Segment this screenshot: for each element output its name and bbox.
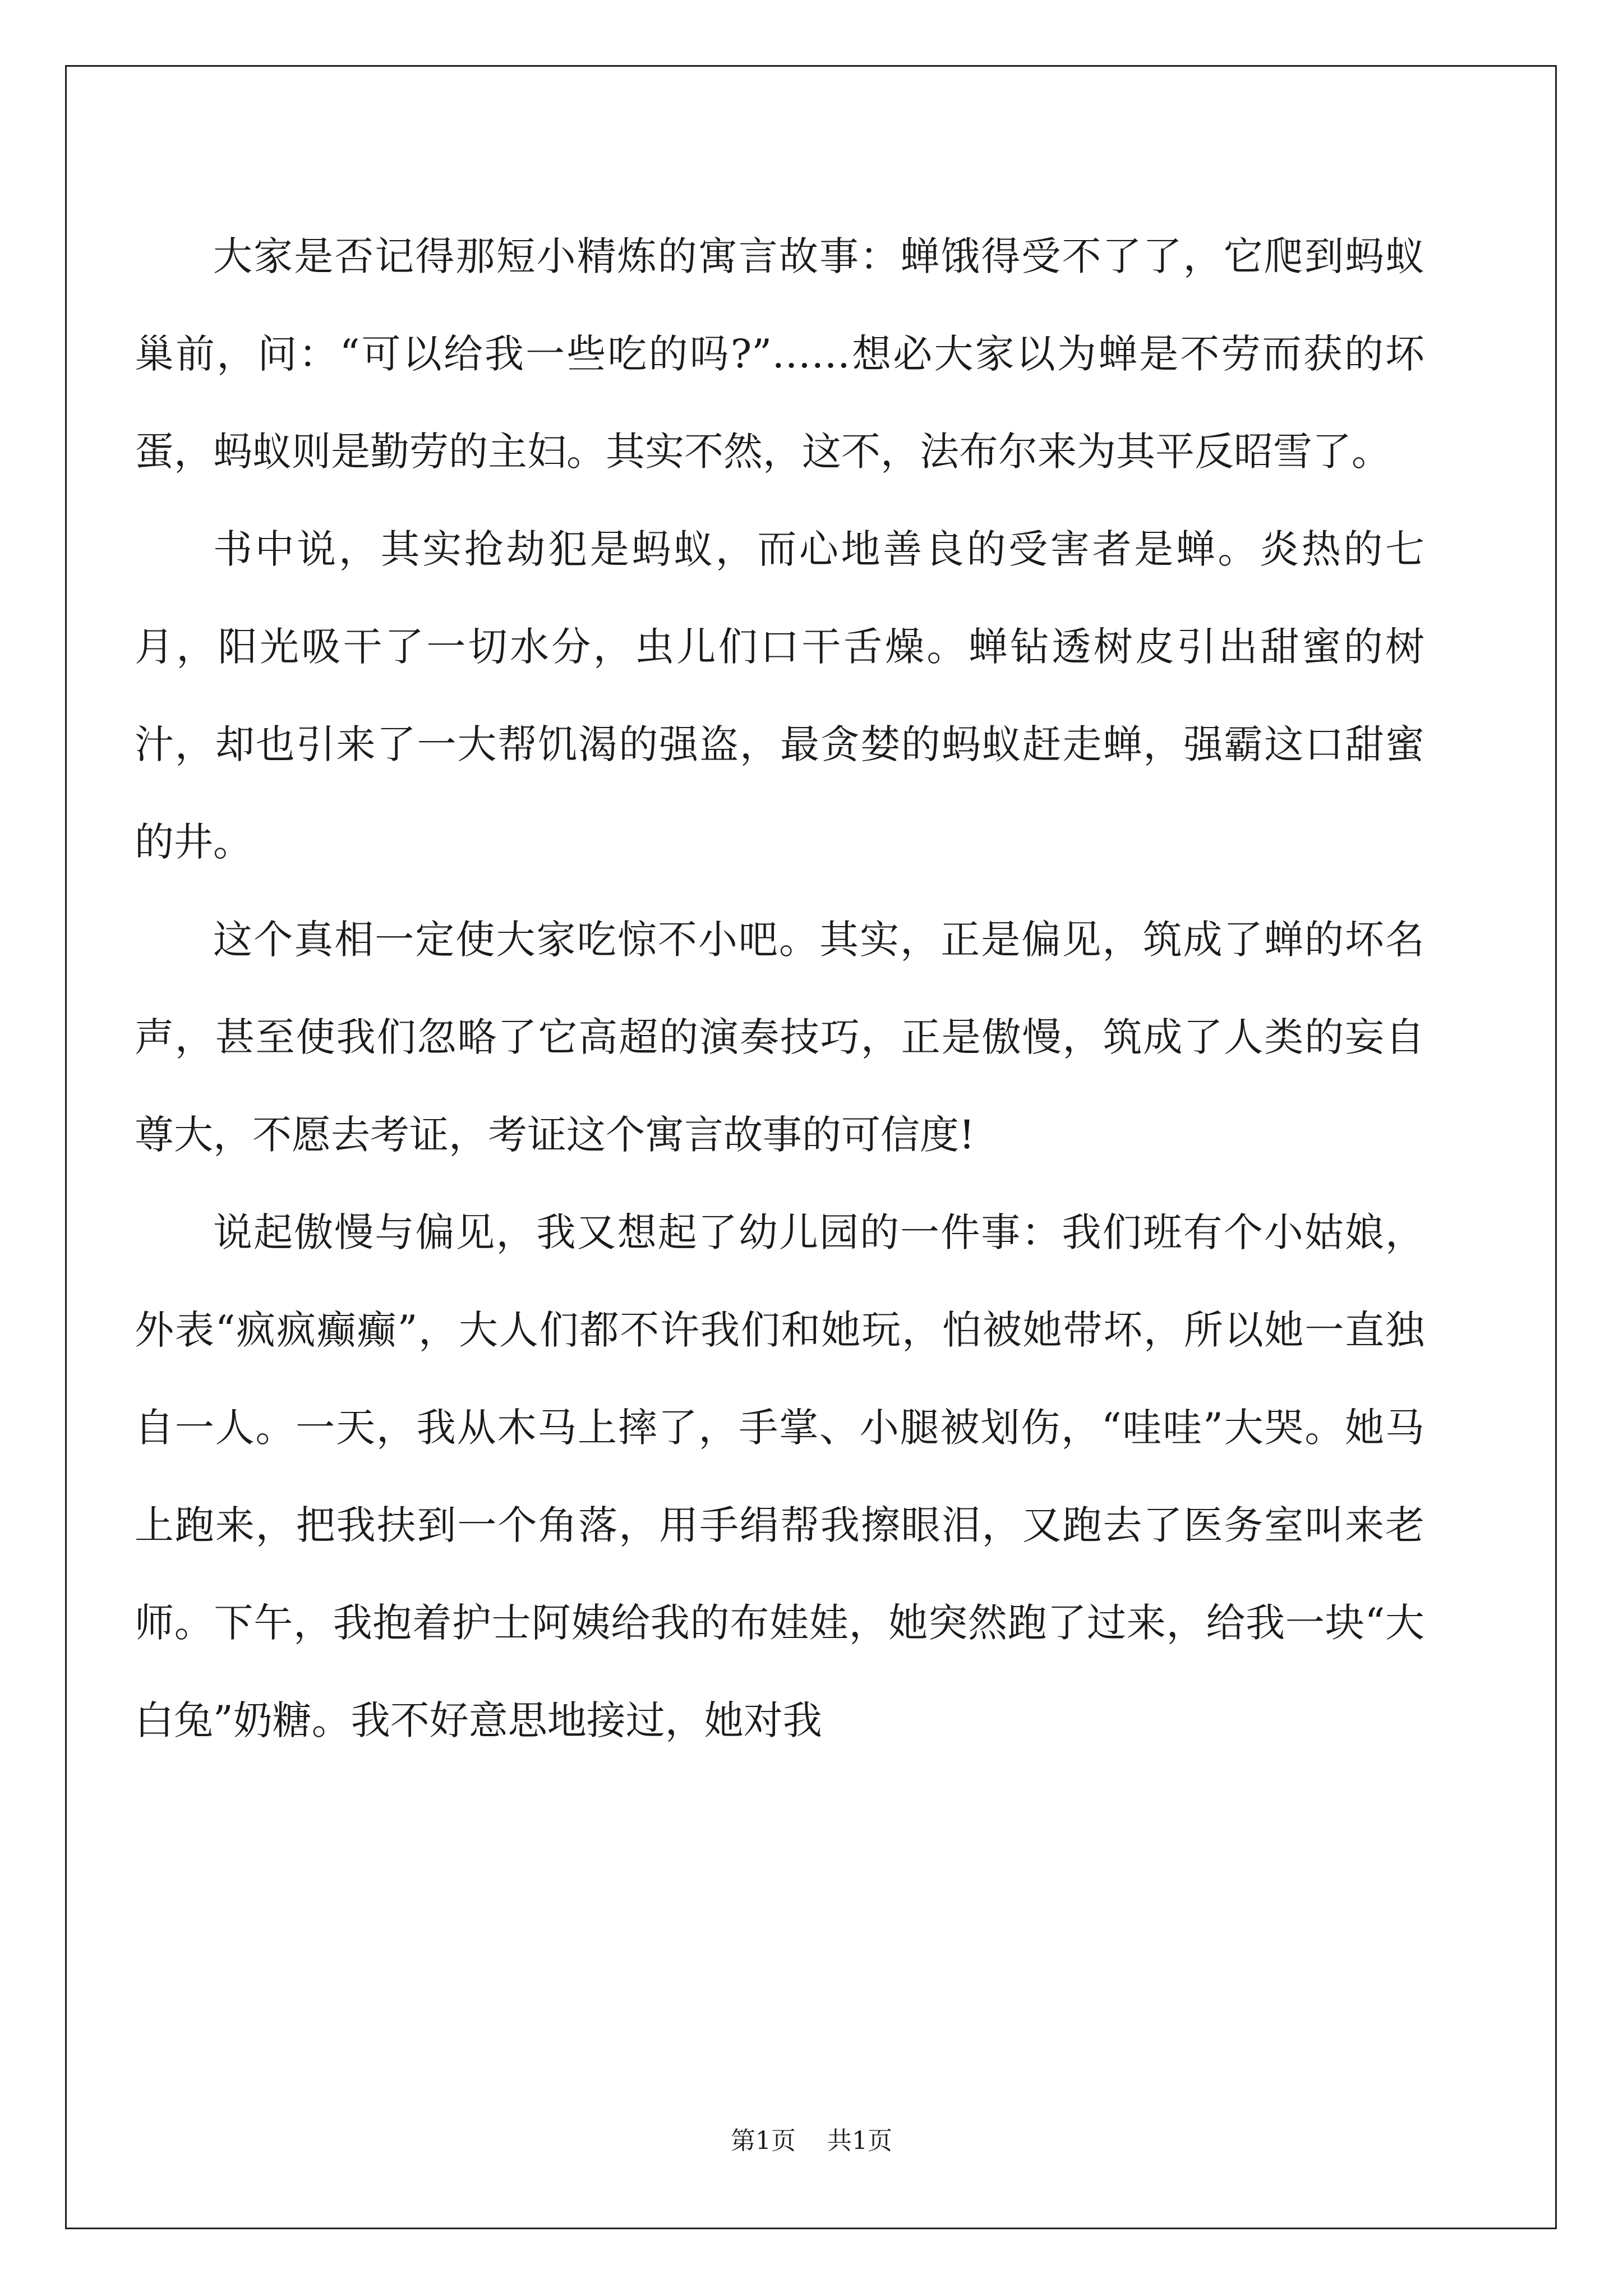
paragraph-3: 这个真相一定使大家吃惊不小吧。其实，正是偏见，筑成了蝉的坏名声，甚至使我们忽略了它高超的演奏技巧，正是傲慢，筑成了人类的妄自尊大，不愿去考证，考证这个寓言故事的可信度! [135,917,1424,1158]
page-total: 共1页 [827,2127,892,2155]
page-footer [0,2120,1623,2156]
paragraph-1: 大家是否记得那短小精炼的寓言故事：蝉饿得受不了了，它爬到蚂蚁巢前，问：“可以给我一些吃的吗?”……想必大家以为蝉是不劳而获的坏蛋，蚂蚁则是勤劳的主妇。其实不然，这不，法布尔来为其平反昭雪了。 [135,233,1424,475]
paragraph-4: 说起傲慢与偏见，我又想起了幼儿园的一件事：我们班有个小姑娘，外表“疯疯癫癫”，大人们都不许我们和她玩，怕被她带坏，所以她一直独自一人。一天，我从木马上摔了，手掌、小腿被划伤，“哇哇”大哭。她马上跑来，把我扶到一个角落，用手绢帮我擦眼泪，又跑去了医务室叫来老师。下午，我抱着护士阿姨给我的布娃娃，她突然跑了过来，给我一块“大白兔”奶糖。我不好意思地接过，她对我 [135,1209,1424,1743]
page-number: 第1页 [731,2127,796,2155]
paragraph-2: 书中说，其实抢劫犯是蚂蚁，而心地善良的受害者是蝉。炎热的七月，阳光吸干了一切水分，虫儿们口干舌燥。蝉钻透树皮引出甜蜜的树汁，却也引来了一大帮饥渴的强盗，最贪婪的蚂蚁赶走蝉，强霸这口甜蜜的井。 [135,526,1424,865]
document-body [135,208,1424,1769]
